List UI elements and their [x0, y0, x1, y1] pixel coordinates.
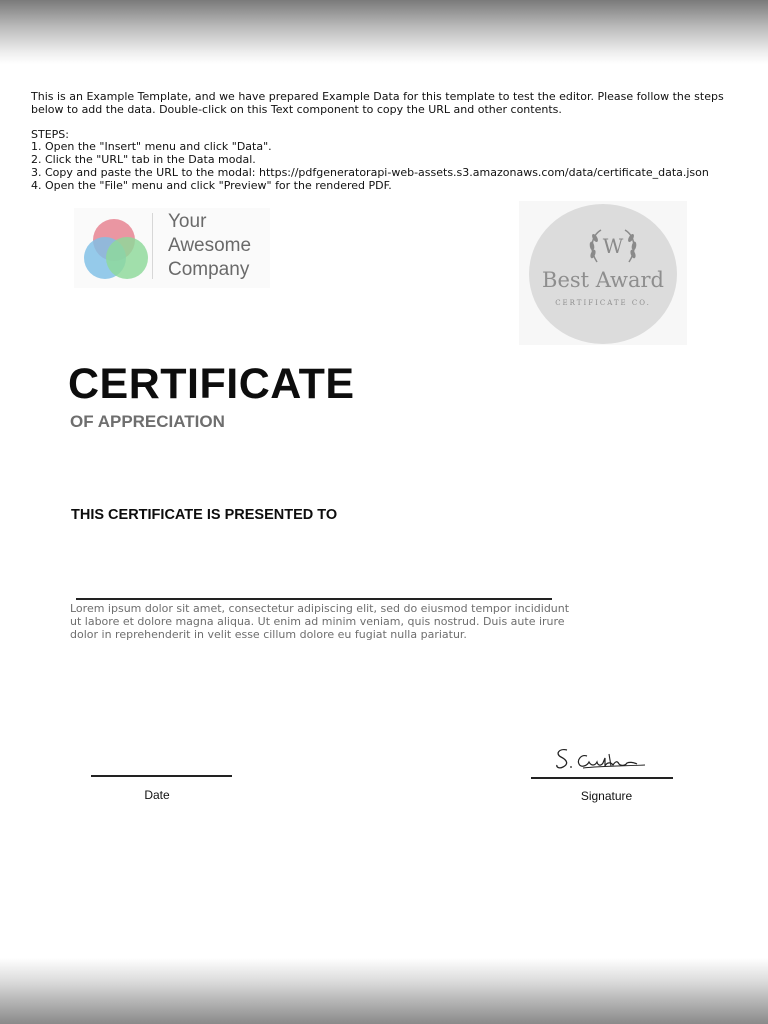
award-subtitle: CERTIFICATE CO.: [555, 299, 651, 307]
date-line: [91, 775, 232, 777]
company-name-line: Awesome: [168, 235, 252, 256]
instructions-text[interactable]: [31, 91, 731, 193]
presented-to-heading: THIS CERTIFICATE IS PRESENTED TO: [71, 507, 338, 523]
top-page-shadow: [0, 0, 768, 64]
step-item: 3. Copy and paste the URL to the modal: https://pdfgeneratorapi-web-assets.s3.amazonaws.com/data/certificate_data.json: [31, 165, 709, 179]
instructions-intro: This is an Example Template, and we have prepared Example Data for this template to test the editor. Please follow the steps below to add the data. Double-click on this Text component to copy the URL and other contents.: [31, 90, 724, 116]
date-label: Date: [144, 788, 170, 802]
steps-heading: STEPS:: [31, 127, 69, 141]
handwritten-signature: [553, 744, 649, 774]
laurel-wreath-icon: [581, 224, 645, 268]
signature-label: Signature: [580, 789, 633, 803]
company-logo: [74, 208, 270, 288]
award-logo: [519, 201, 687, 345]
step-item: 4. Open the "File" menu and click "Preview" for the rendered PDF.: [31, 178, 392, 192]
bottom-page-shadow: [0, 958, 768, 1024]
award-monogram: W: [602, 234, 624, 258]
award-name: Best Award: [542, 268, 664, 292]
signature-line: [531, 777, 673, 779]
award-badge: [529, 204, 677, 344]
logo-divider: [152, 213, 153, 279]
recipient-name-line: [76, 598, 552, 600]
certificate-subtitle: OF APPRECIATION: [70, 412, 225, 431]
certificate-title: CERTIFICATE: [68, 360, 355, 408]
company-name: [168, 210, 251, 282]
step-item: 1. Open the "Insert" menu and click "Data".: [31, 140, 272, 154]
step-item: 2. Click the "URL" tab in the Data modal.: [31, 153, 256, 167]
company-name-line: Your: [168, 211, 207, 232]
certificate-body-text: Lorem ipsum dolor sit amet, consectetur adipiscing elit, sed do eiusmod tempor incididunt ut labore et dolore magna aliqua. Ut enim ad minim veniam, quis nostrud. Duis aute irure dolor in reprehenderit in velit esse cillum dolore eu fugiat nulla pariatur.: [70, 602, 570, 641]
venn-circles-icon: [78, 214, 150, 280]
company-name-line: Company: [168, 259, 250, 280]
